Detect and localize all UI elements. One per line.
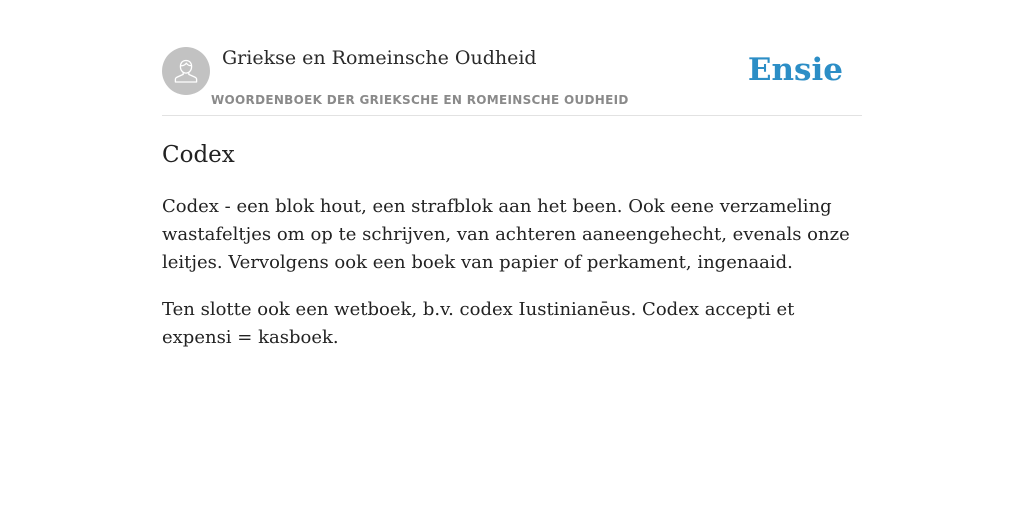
entry-body (162, 193, 862, 371)
source-avatar[interactable] (162, 47, 210, 95)
source-subtitle: WOORDENBOEK DER GRIEKSCHE EN ROMEINSCHE OUDHEID (211, 93, 629, 107)
entry-title: Codex (162, 142, 235, 168)
source-title-link[interactable]: Griekse en Romeinsche Oudheid (222, 47, 537, 69)
entry-paragraph: Codex - een blok hout, een strafblok aan het been. Ook eene verzameling wastafeltjes om op te schrijven, van achteren aaneengehecht, evenals onze leitjes. Vervolgens ook een boek van papier of perkament, ingenaaid. (162, 196, 850, 273)
source-header (162, 46, 862, 116)
ensie-logo-link[interactable]: Ensie (747, 52, 843, 88)
entry-paragraph: Ten slotte ook een wetboek, b.v. codex Iustinianēus. Codex accepti et expensi = kasboek. (162, 299, 795, 348)
user-icon (171, 56, 201, 86)
